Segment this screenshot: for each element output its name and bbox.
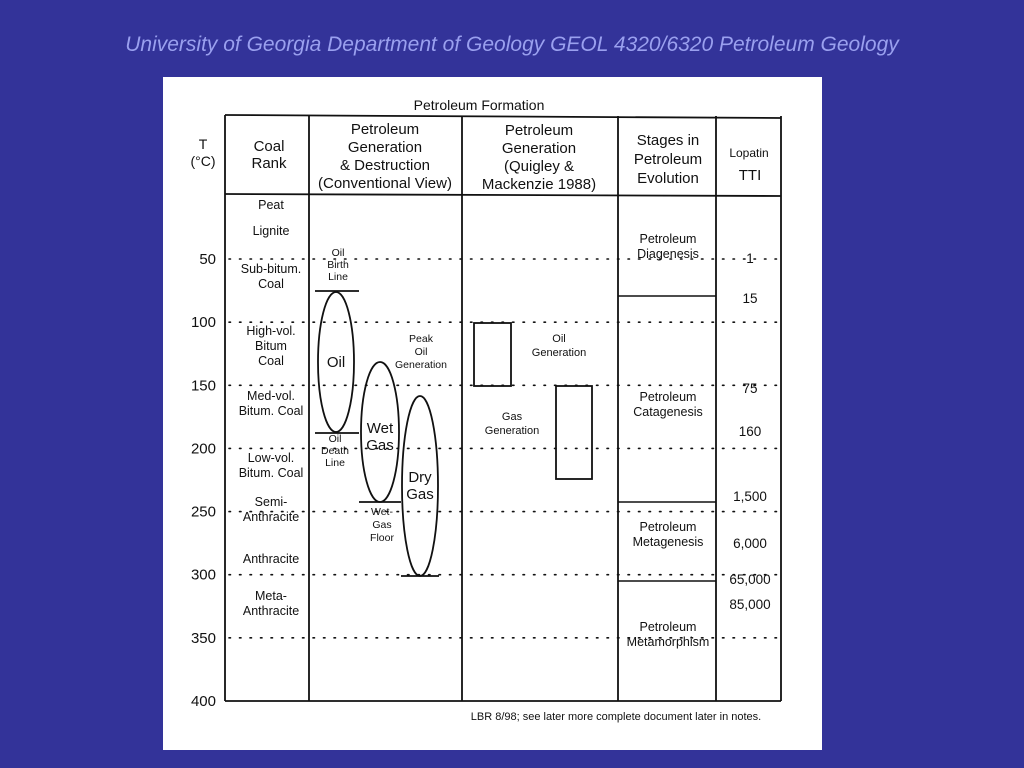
peak-oil-generation-label-line: Generation bbox=[395, 359, 447, 371]
temperature-tick-label: 100 bbox=[190, 314, 216, 332]
coal-rank-label-line: Semi- bbox=[254, 495, 288, 509]
oil-birth-line-label-line: Oil bbox=[331, 247, 345, 259]
coal-rank-label-line: Coal bbox=[258, 277, 284, 291]
coal-rank-label-line: Anthracite bbox=[242, 604, 300, 618]
oil-death-line-label-line: Death bbox=[320, 445, 350, 457]
stage-label-line: Metamorphism bbox=[626, 635, 710, 649]
tti-value: 160 bbox=[738, 424, 762, 439]
stage-label-line: Petroleum bbox=[639, 620, 697, 634]
header-stages bbox=[634, 132, 702, 187]
coal-rank-label-line: Bitum. Coal bbox=[238, 466, 304, 480]
temperature-tick-label: 250 bbox=[190, 503, 216, 521]
stage-label-line: Catagenesis bbox=[633, 405, 703, 419]
coal-rank-label-line: Meta- bbox=[255, 589, 287, 603]
coal-rank-label-line: Bitum. Coal bbox=[238, 404, 304, 418]
stage-label-line: Petroleum bbox=[639, 390, 697, 404]
coal-rank-label bbox=[243, 589, 299, 618]
stage-label bbox=[627, 620, 710, 649]
oil-death-line-label-line: Oil bbox=[328, 433, 342, 445]
header-temperature-line: (°C) bbox=[190, 153, 216, 169]
temperature-tick-label: 150 bbox=[190, 377, 216, 395]
oil-label: Oil bbox=[326, 354, 346, 371]
oil-generation-label bbox=[532, 333, 586, 359]
coal-rank-label-line: Coal bbox=[258, 354, 284, 368]
petroleum-formation-figure bbox=[163, 77, 822, 750]
header-lopatin: Lopatin bbox=[729, 146, 769, 160]
petroleum-formation-diagram bbox=[163, 77, 822, 750]
coal-rank-label-line: Peat bbox=[258, 198, 284, 212]
header-quigley-mackenzie-line: Petroleum bbox=[504, 122, 574, 139]
coal-rank-label-line: High-vol. bbox=[246, 324, 296, 338]
header-stages-line: Stages in bbox=[636, 132, 700, 149]
tti-value: 1 bbox=[746, 251, 754, 266]
oil-birth-line-label-line: Birth bbox=[327, 259, 349, 271]
coal-rank-label-line: Low-vol. bbox=[247, 451, 295, 465]
coal-rank-label-line: Lignite bbox=[252, 224, 290, 238]
wet-gas-floor-label-line: Floor bbox=[370, 532, 394, 544]
coal-rank-label bbox=[241, 262, 301, 291]
gas-generation-label-line: Generation bbox=[484, 425, 540, 437]
header-conventional-view-line: & Destruction bbox=[339, 157, 431, 174]
header-temperature-line: T bbox=[198, 136, 208, 152]
tti-value: 1,500 bbox=[733, 489, 767, 504]
header-stages-line: Evolution bbox=[637, 170, 699, 187]
figure-footnote: LBR 8/98; see later more complete document later in notes. bbox=[470, 711, 762, 723]
oil-death-line-label-line: Line bbox=[325, 457, 345, 469]
tti-value: 6,000 bbox=[733, 536, 767, 551]
tti-value: 65,000 bbox=[729, 572, 771, 587]
gas-generation-label-line: Gas bbox=[501, 411, 523, 423]
coal-rank-label bbox=[246, 324, 295, 368]
tti-value: 85,000 bbox=[729, 597, 771, 612]
stage-label-line: Petroleum bbox=[639, 232, 697, 246]
tti-value: 15 bbox=[742, 291, 758, 306]
figure-title: Petroleum Formation bbox=[413, 97, 545, 113]
header-quigley-mackenzie bbox=[482, 122, 596, 193]
coal-rank-label bbox=[243, 495, 299, 524]
stage-label-line: Petroleum bbox=[639, 520, 697, 534]
stage-label bbox=[637, 232, 699, 261]
header-coal-rank-line: Rank bbox=[251, 155, 287, 172]
header-quigley-mackenzie-line: Mackenzie 1988) bbox=[481, 176, 597, 193]
oil-death-line-label bbox=[321, 433, 349, 469]
temperature-tick-label: 200 bbox=[190, 440, 216, 458]
peak-oil-generation-label-line: Peak bbox=[409, 333, 433, 345]
header-conventional-view-line: (Conventional View) bbox=[318, 175, 452, 192]
coal-rank-label bbox=[253, 224, 290, 238]
temperature-tick-label: 350 bbox=[190, 629, 216, 647]
temperature-tick-label: 50 bbox=[199, 251, 216, 268]
dry-gas-label-line: Gas bbox=[406, 486, 434, 503]
stage-label-line: Metagenesis bbox=[632, 535, 704, 549]
wet-gas-label-line: Wet bbox=[366, 420, 394, 437]
temperature-tick-label: 400 bbox=[190, 693, 216, 710]
coal-rank-label-line: Sub-bitum. bbox=[240, 262, 302, 276]
oil-birth-line-label bbox=[327, 247, 349, 283]
wet-gas-floor-label bbox=[370, 506, 394, 544]
coal-rank-label-line: Bitum bbox=[255, 339, 287, 353]
header-conventional-view-line: Petroleum bbox=[350, 121, 420, 138]
oil-generation-box bbox=[474, 323, 511, 386]
header-coal-rank bbox=[251, 138, 287, 172]
oil-generation-label-line: Oil bbox=[552, 333, 566, 345]
gas-generation-label bbox=[485, 411, 539, 437]
tti-value: 75 bbox=[742, 381, 758, 396]
wet-gas-label-line: Gas bbox=[366, 437, 394, 454]
wet-gas-floor-label-line: Gas bbox=[372, 519, 392, 531]
coal-rank-label bbox=[243, 552, 299, 566]
header-coal-rank-line: Coal bbox=[253, 138, 285, 155]
coal-rank-label-line: Med-vol. bbox=[247, 389, 295, 403]
header-quigley-mackenzie-line: (Quigley & bbox=[503, 158, 575, 175]
peak-oil-generation-label-line: Oil bbox=[414, 346, 428, 358]
peak-oil-generation-label bbox=[395, 333, 447, 371]
header-temperature bbox=[190, 136, 215, 169]
slide-title: University of Georgia Department of Geology GEOL 4320/6320 Petroleum Geology bbox=[125, 33, 899, 56]
dry-gas-label-line: Dry bbox=[408, 469, 432, 486]
header-tti: TTI bbox=[738, 167, 762, 184]
stage-label bbox=[633, 520, 704, 549]
coal-rank-label bbox=[258, 198, 284, 212]
temperature-tick-label: 300 bbox=[190, 566, 216, 584]
oil-birth-line-label-line: Line bbox=[328, 271, 348, 283]
coal-rank-label bbox=[239, 389, 304, 418]
header-stages-line: Petroleum bbox=[633, 151, 703, 168]
gas-generation-box bbox=[556, 386, 592, 479]
stage-label bbox=[633, 390, 703, 419]
wet-gas-label bbox=[366, 420, 394, 454]
coal-rank-label-line: Anthracite bbox=[242, 510, 300, 524]
stage-label-line: Diagenesis bbox=[637, 247, 699, 261]
dry-gas-label bbox=[406, 469, 434, 503]
header-conventional-view bbox=[318, 121, 452, 192]
header-quigley-mackenzie-line: Generation bbox=[501, 140, 577, 157]
oil-generation-label-line: Generation bbox=[531, 347, 587, 359]
coal-rank-label bbox=[239, 451, 304, 480]
coal-rank-label-line: Anthracite bbox=[242, 552, 300, 566]
wet-gas-floor-label-line: Wet- bbox=[371, 506, 393, 518]
header-conventional-view-line: Generation bbox=[347, 139, 423, 156]
